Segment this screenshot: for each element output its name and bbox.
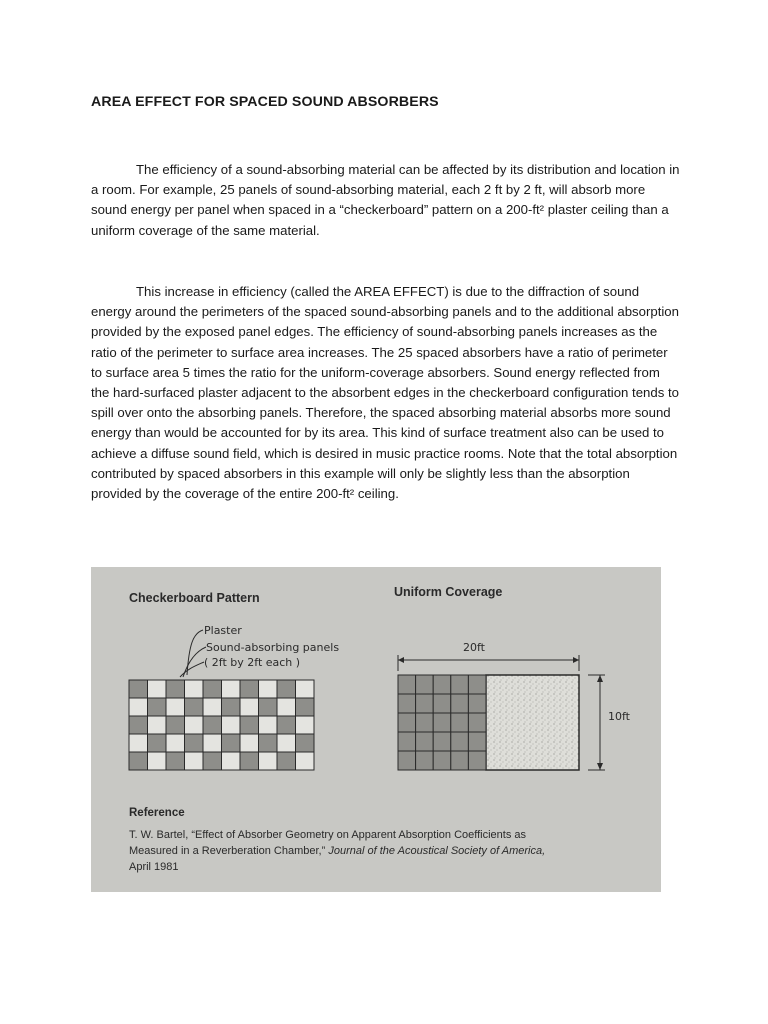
reference-line-2-prefix: Measured in a Reverberation Chamber,”: [129, 845, 326, 857]
uniform-panel-cell: [416, 751, 434, 770]
plaster-cell: [296, 680, 315, 698]
absorbing-panel-cell: [129, 752, 148, 770]
uniform-panel-cell: [398, 732, 416, 751]
uniform-panel-cell: [451, 732, 469, 751]
plaster-cell: [166, 698, 185, 716]
width-dimension-label: 20ft: [463, 641, 485, 654]
absorbing-panel-cell: [277, 716, 296, 734]
absorbing-panel-cell: [222, 734, 241, 752]
reference-line-1: T. W. Bartel, “Effect of Absorber Geometry on Apparent Absorption Coefficients as: [129, 829, 527, 841]
uniform-panel-cell: [398, 713, 416, 732]
reference-heading: Reference: [129, 807, 185, 819]
paragraph-intro: The efficiency of a sound-absorbing material can be affected by its distribution and location in a room. For example, 25 panels of sound-absorbing material, each 2 ft by 2 ft, will absorb more sound energy per panel when spaced in a “checkerboard” pattern on a 200-ft² plaster ceiling than a uniform coverage of the same material.: [91, 162, 680, 238]
uniform-panel-cell: [398, 751, 416, 770]
absorbing-panel-cell: [203, 752, 222, 770]
uniform-panel-cell: [398, 675, 416, 694]
absorbing-panel-cell: [222, 698, 241, 716]
plaster-cell: [259, 716, 278, 734]
plaster-cell: [185, 752, 204, 770]
uniform-panel-cell: [433, 675, 451, 694]
plaster-cell: [222, 752, 241, 770]
uniform-panel-cell: [468, 713, 486, 732]
uniform-panel-cell: [468, 751, 486, 770]
plaster-cell: [148, 680, 167, 698]
plaster-cell: [129, 698, 148, 716]
plaster-cell: [240, 698, 259, 716]
plaster-cell: [129, 734, 148, 752]
absorbing-panel-cell: [277, 752, 296, 770]
plaster-cell: [296, 752, 315, 770]
reference-journal: Journal of the Acoustical Society of America,: [328, 845, 546, 857]
uniform-panel-cell: [433, 751, 451, 770]
panels-label: Sound-absorbing panels: [206, 641, 340, 654]
absorbing-panel-cell: [148, 734, 167, 752]
plaster-cell: [222, 680, 241, 698]
paragraph-area-effect: This increase in efficiency (called the AREA EFFECT) is due to the diffraction of sound energy around the perimeters of the spaced sound-absorbing panels and to the additional absorption provided by the exposed panel edges. The efficiency of sound-absorbing panels increases as the ratio of the perimeter to surface area increases. The 25 spaced absorbers have a ratio of perimeter to surface area 5 times the ratio for the uniform-coverage absorbers. Sound energy reflected from the hard-surfaced plaster adjacent to the absorbent edges in the checkerboard configuration tends to spill over onto the absorbing panels. Therefore, the spaced absorbing material absorbs more sound energy than would be accounted for by its area. This kind of surface treatment also can be used to achieve a diffuse sound field, which is desired in music practice rooms. Note that the total absorption contributed by spaced absorbers in this example will only be slightly less than the absorption provided by the coverage of the entire 200-ft² ceiling.: [91, 284, 679, 502]
absorbing-panel-cell: [166, 680, 185, 698]
uniform-panel-cell: [468, 732, 486, 751]
plaster-cell: [222, 716, 241, 734]
absorbing-panel-cell: [129, 680, 148, 698]
uniform-panel-cell: [416, 675, 434, 694]
absorbing-panel-cell: [277, 680, 296, 698]
plaster-cell: [185, 716, 204, 734]
uniform-panel-cell: [416, 713, 434, 732]
uniform-grid: [398, 675, 486, 770]
uniform-panel-cell: [433, 713, 451, 732]
plaster-cell: [259, 680, 278, 698]
uniform-panel-cell: [468, 675, 486, 694]
plaster-cell: [185, 680, 204, 698]
uniform-panel-cell: [416, 694, 434, 713]
absorbing-panel-cell: [148, 698, 167, 716]
uniform-coverage-fill: [486, 675, 579, 770]
plaster-cell: [296, 716, 315, 734]
uniform-panel-cell: [433, 694, 451, 713]
uniform-panel-cell: [451, 694, 469, 713]
document-title: AREA EFFECT FOR SPACED SOUND ABSORBERS: [91, 94, 439, 110]
uniform-panel-cell: [451, 675, 469, 694]
absorbing-panel-cell: [166, 716, 185, 734]
plaster-cell: [166, 734, 185, 752]
uniform-title: Uniform Coverage: [394, 585, 503, 599]
figure-diagram: [91, 567, 661, 892]
uniform-panel-cell: [433, 732, 451, 751]
checkerboard-title: Checkerboard Pattern: [129, 591, 260, 605]
absorbing-panel-cell: [296, 734, 315, 752]
plaster-label: Plaster: [204, 624, 242, 637]
absorbing-panel-cell: [240, 716, 259, 734]
checkerboard-grid: [129, 680, 314, 770]
absorbing-panel-cell: [203, 716, 222, 734]
absorbing-panel-cell: [185, 698, 204, 716]
absorbing-panel-cell: [240, 680, 259, 698]
figure-photo: [91, 567, 661, 892]
absorbing-panel-cell: [240, 752, 259, 770]
uniform-panel-cell: [416, 732, 434, 751]
absorbing-panel-cell: [259, 734, 278, 752]
uniform-panel-cell: [451, 751, 469, 770]
absorbing-panel-cell: [129, 716, 148, 734]
absorbing-panel-cell: [259, 698, 278, 716]
height-dimension-label: 10ft: [608, 710, 630, 723]
plaster-cell: [148, 716, 167, 734]
uniform-panel-cell: [468, 694, 486, 713]
absorbing-panel-cell: [296, 698, 315, 716]
uniform-panel-cell: [398, 694, 416, 713]
plaster-cell: [203, 698, 222, 716]
absorbing-panel-cell: [203, 680, 222, 698]
uniform-panel-cell: [451, 713, 469, 732]
absorbing-panel-cell: [166, 752, 185, 770]
plaster-cell: [259, 752, 278, 770]
reference-line-2: [129, 845, 545, 857]
plaster-cell: [148, 752, 167, 770]
plaster-cell: [277, 698, 296, 716]
plaster-cell: [240, 734, 259, 752]
plaster-cell: [203, 734, 222, 752]
panels-size-label: ( 2ft by 2ft each ): [204, 656, 301, 669]
plaster-cell: [277, 734, 296, 752]
absorbing-panel-cell: [185, 734, 204, 752]
reference-line-3: April 1981: [129, 861, 179, 873]
